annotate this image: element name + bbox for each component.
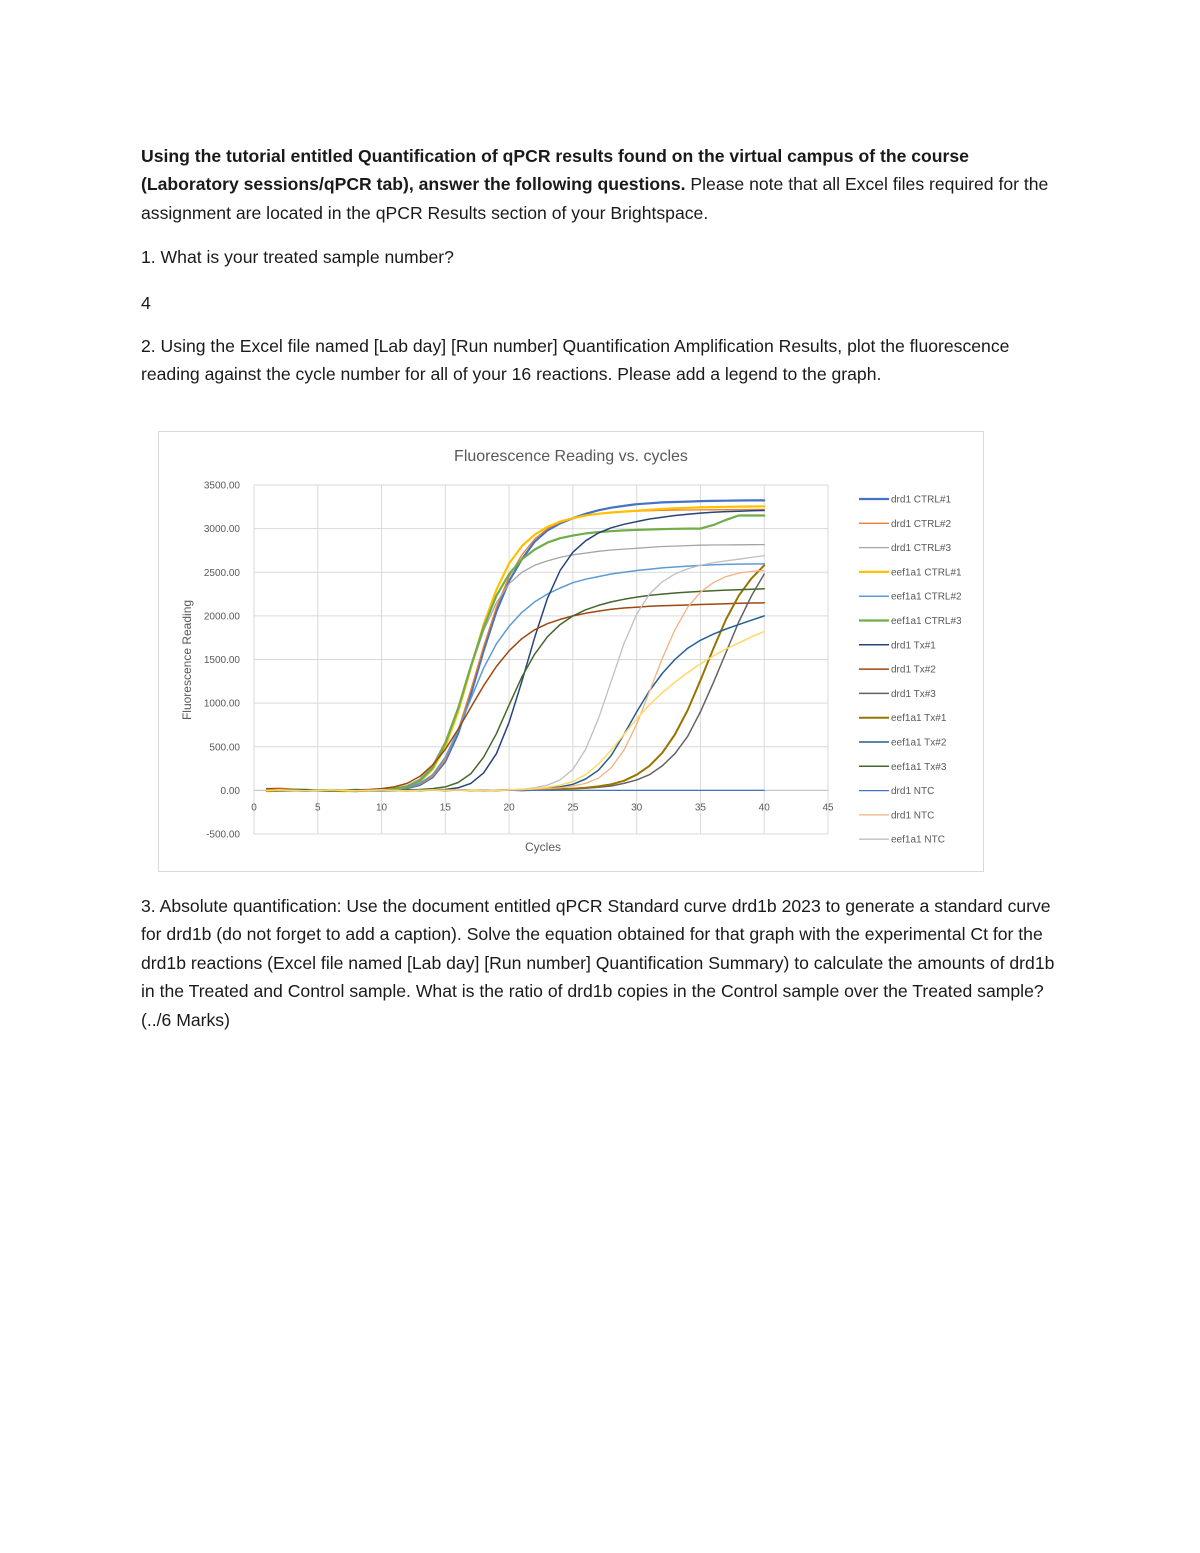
x-tick-label: 35 (694, 802, 707, 814)
legend-label: drd1 Tx#3 (891, 688, 936, 700)
series-line-1 (267, 500, 764, 791)
legend-label: drd1 NTC (891, 786, 935, 798)
legend-label: eef1a1 CTRL#1 (891, 567, 962, 579)
x-tick-label: 45 (822, 802, 834, 814)
series-line-2 (267, 509, 764, 791)
series-line-9 (267, 574, 764, 791)
answer-1: 4 (141, 293, 151, 313)
y-tick-label: 2500.00 (203, 567, 240, 579)
y-tick-label: 3000.00 (203, 524, 240, 536)
y-tick-label: 1500.00 (203, 655, 240, 666)
x-tick-label: 25 (567, 802, 579, 814)
chart-title: Fluorescence Reading vs. cycles (454, 448, 688, 465)
y-axis-label: Fluorescence Reading (180, 599, 194, 721)
y-tick-label: 0.00 (220, 785, 240, 797)
legend-label: drd1 NTC (891, 810, 935, 822)
x-tick-label: 30 (631, 802, 643, 814)
intro-note-text: Please note that all Excel files required for the assignment are located in the qPCR Results section of your Brightspace. (141, 174, 1049, 223)
x-tick-label: 0 (251, 802, 257, 814)
legend-label: drd1 CTRL#1 (891, 494, 952, 506)
question-3: 3. Absolute quantification: Use the document entitled qPCR Standard curve drd1b 2023 to generate a standard curve for drd1b (do not forget to add a caption). Solve the equation obtained for that graph with the experimental Ct for the drd1b reactions (Excel file named [Lab day] [Run number] Quantification Summary) to calculate the amounts of drd1b in the Treated and Control sample. What is the ratio of drd1b copies in the Control sample over the Treated sample? (../6 Marks) (141, 896, 1055, 1030)
series-line-16 (267, 632, 764, 791)
x-axis-label: Cycles (524, 840, 562, 854)
y-tick-label: -500.00 (206, 829, 240, 841)
series-line-5 (267, 564, 764, 791)
x-tick-label: 10 (375, 802, 388, 814)
legend-label: eef1a1 CTRL#3 (891, 616, 962, 627)
fluorescence-chart (158, 431, 984, 872)
intro-paragraph (141, 142, 1061, 227)
intro-bold-text: Using the tutorial entitled Quantification of qPCR results found on the virtual campus of the course (Laboratory sessions/qPCR tab), answer the following questions. (141, 146, 969, 195)
series-line-4 (267, 506, 764, 791)
legend-label: drd1 CTRL#2 (891, 518, 952, 530)
series-line-15 (267, 556, 764, 791)
x-tick-label: 15 (439, 802, 451, 814)
legend-label: drd1 CTRL#3 (891, 543, 952, 555)
x-tick-label: 20 (503, 802, 515, 814)
y-tick-label: 500.00 (209, 742, 240, 754)
legend-label: eef1a1 NTC (891, 834, 945, 846)
series-line-7 (267, 511, 764, 791)
y-tick-label: 2000.00 (203, 611, 240, 623)
y-tick-label: 3500.00 (203, 480, 240, 492)
series-line-8 (267, 603, 764, 791)
chart-svg (159, 432, 983, 871)
x-tick-label: 40 (758, 802, 770, 814)
legend-label: eef1a1 Tx#2 (891, 737, 947, 749)
question-2: 2. Using the Excel file named [Lab day] [Run number] Quantification Amplification Results, plot the fluorescence reading against the cycle number for all of your 16 reactions. Please add a legend to the graph. (141, 336, 1010, 385)
series-line-14 (267, 571, 764, 791)
legend-label: eef1a1 Tx#1 (891, 713, 947, 725)
question-1: 1. What is your treated sample number? (141, 247, 454, 267)
series-line-10 (267, 565, 764, 791)
legend-label: drd1 Tx#2 (891, 664, 936, 676)
legend-label: eef1a1 Tx#3 (891, 761, 947, 773)
legend-label: eef1a1 CTRL#2 (891, 591, 962, 603)
y-tick-label: 1000.00 (203, 698, 240, 710)
series-line-6 (267, 516, 764, 791)
x-tick-label: 5 (314, 802, 321, 814)
legend-label: drd1 Tx#1 (891, 640, 936, 652)
series-line-3 (267, 545, 764, 792)
